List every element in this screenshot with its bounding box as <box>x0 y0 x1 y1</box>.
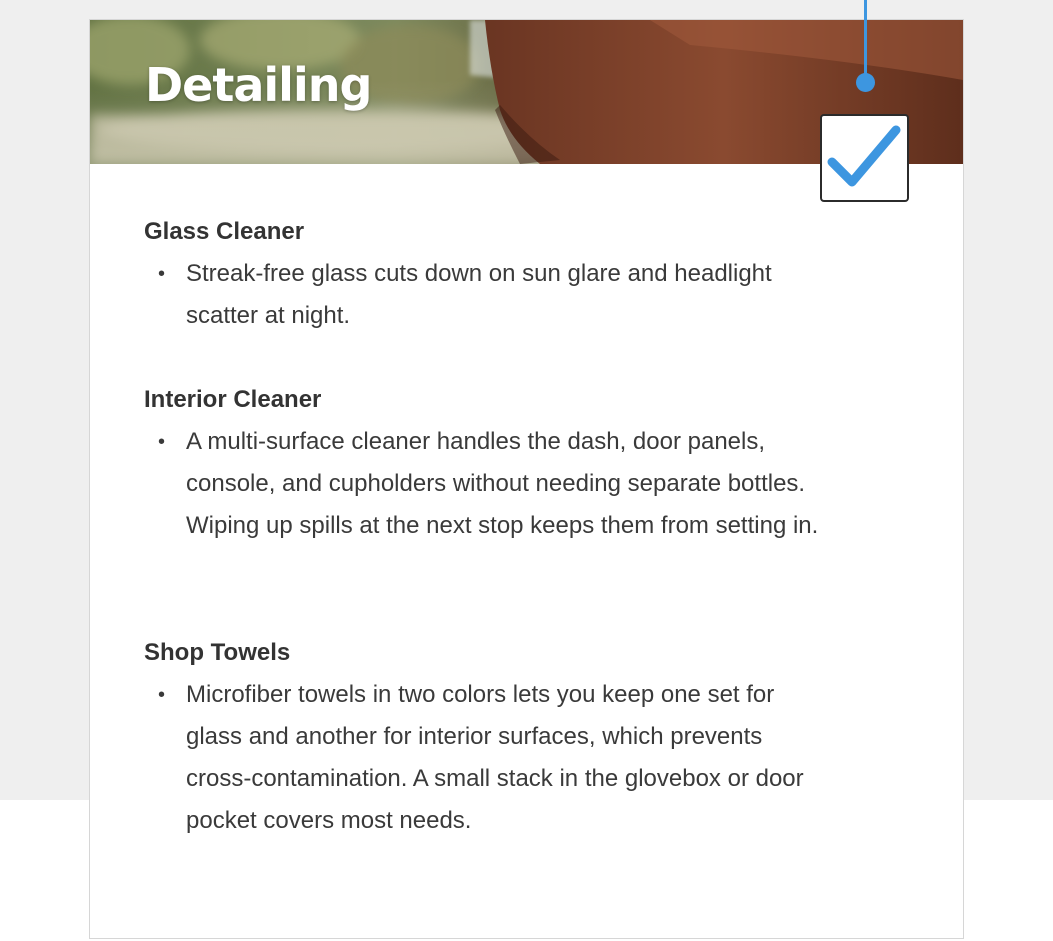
list-item <box>144 253 824 337</box>
bullet-icon: • <box>158 684 166 706</box>
bullet-list <box>144 421 824 547</box>
list-item-text: A multi-surface cleaner handles the dash, door panels, console, and cupholders without needing separate bottles. Wiping up spills at the next stop keeps them from setting in. <box>186 428 819 539</box>
section-heading: Glass Cleaner <box>144 218 305 245</box>
bullet-list <box>144 253 824 337</box>
bullet-icon: • <box>158 431 166 453</box>
list-item <box>144 421 824 547</box>
connector-dot <box>856 73 875 92</box>
hero-title: Detailing <box>145 58 372 112</box>
bullet-icon: • <box>158 263 166 285</box>
list-item <box>144 674 824 842</box>
completion-checkbox[interactable] <box>820 114 909 202</box>
connector-line <box>864 0 867 80</box>
section-heading: Shop Towels <box>144 639 291 666</box>
section-shop-towels <box>144 637 824 842</box>
section-heading: Interior Cleaner <box>144 386 322 413</box>
checkmark-icon <box>822 116 907 200</box>
list-item-text: Microfiber towels in two colors lets you keep one set for glass and another for interior surfaces, which prevents cross-contamination. A small stack in the glovebox or door pocket covers most needs. <box>186 681 804 834</box>
list-item-text: Streak-free glass cuts down on sun glare and headlight scatter at night. <box>186 260 772 329</box>
section-glass-cleaner <box>144 216 824 337</box>
section-interior-cleaner <box>144 384 824 547</box>
bullet-list <box>144 674 824 842</box>
